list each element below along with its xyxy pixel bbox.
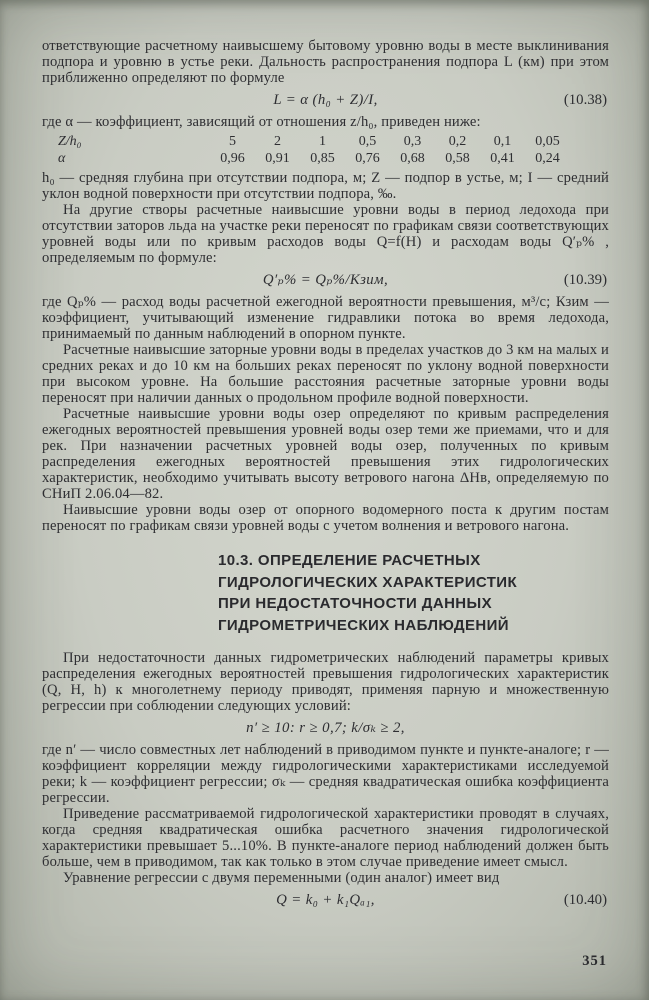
paragraph-qp-definition: где Qₚ% — расход воды расчетной ежегодной вероятности превышения, м³/с; Кзим — коэффициент, учитывающий изменение гидравлики потока во время ледохода, принимаемый по данным наблюдений в опорном пункте. (42, 294, 609, 342)
table-cell: 2 (274, 134, 281, 149)
paragraph-regression-equation: Уравнение регрессии с двумя переменными (один аналог) имеет вид (63, 870, 500, 886)
table-row-zh0 (42, 134, 609, 151)
formula-10-38-expression: L = α (h₀ + Z)/I, (273, 92, 378, 108)
conditions-expression: n′ ≥ 10: r ≥ 0,7; k/σₖ ≥ 2, (246, 720, 405, 736)
heading-line-3: ПРИ НЕДОСТАТОЧНОСТИ ДАННЫХ (218, 595, 493, 612)
table-cell: 0,24 (535, 150, 560, 166)
table-cell: 0,85 (310, 150, 335, 166)
table-cell: 0,96 (220, 150, 245, 166)
heading-line-2: ГИДРОЛОГИЧЕСКИХ ХАРАКТЕРИСТИК (218, 573, 518, 591)
formula-10-39 (42, 272, 609, 289)
page-number: 351 (582, 953, 607, 969)
alpha-coefficient-table (42, 134, 609, 167)
table-cell: 0,05 (535, 134, 560, 149)
table-cell: 0,76 (355, 150, 380, 166)
paragraph-backwater-intro: ответствующие расчетному наивысшему бытовому уровню воды в месте выклинивания подпора и уровню в устье реки. Дальность распространения подпора L (км) при этом приближенно определяют по формуле (42, 38, 609, 86)
formula-regression-conditions (42, 720, 609, 737)
heading-line-1: 10.3. ОПРЕДЕЛЕНИЕ РАСЧЕТНЫХ (218, 552, 481, 569)
paragraph-insufficient-data: При недостаточности данных гидрометрических наблюдений параметры кривых распределения ежегодных вероятностей превышения гидрологических характеристик (Q, H, h) к многолетнему периоду приводят, применяя парную и множественную регрессии при соблюдении следующих условий: (42, 650, 609, 714)
heading-line-4: ГИДРОМЕТРИЧЕСКИХ НАБЛЮДЕНИЙ (218, 616, 509, 634)
equation-number-10-38: (10.38) (563, 92, 607, 108)
paragraph-lake-levels: Расчетные наивысшие уровни воды озер определяют по кривым распределения ежегодных вероятностей превышения уровней воды озер теми же приемами, что и для рек. При назначении расчетных уровней воды озер, полученных по кривым распределения ежегодных вероятностей превышения этих гидрологических характеристик, необходимо учитывать высоту ветрового нагона ΔHв, определяемую по СНиП 2.06.04—82. (42, 406, 609, 502)
paragraph-ice-jam-levels: Расчетные наивысшие заторные уровни воды в пределах участков до 3 км на малых и средних реках и до 10 км на больших реках переносят по уклону водной поверхности при высоком уровне. На большие расстояния расчетные заторные уровни воды переносят при наличии данных о продольном профиле водной поверхности. (42, 342, 609, 406)
paragraph-n-definition: где n′ — число совместных лет наблюдений в приводимом пункте и пункте-аналоге; r — коэффициент корреляции между гидрологическими характеристиками исследуемой реки; k — коэффициент регрессии; σₖ — средняя квадратическая ошибка коэффициента регрессии. (42, 742, 609, 806)
table-cell: 1 (319, 134, 326, 149)
table-cell: 0,2 (448, 134, 467, 149)
formula-10-39-expression: Q′ₚ% = Qₚ%/Кзим, (262, 272, 389, 288)
paragraph-adjustment: Приведение рассматриваемой гидрологической характеристики проводят в случаях, когда средняя квадратическая ошибка расчетного значения гидрологической характеристики превышает 5...10%. В пункте-аналоге период наблюдений должен быть больше, чем в приводимом, так как только в этом случае приведение имеет смысл. (42, 806, 609, 870)
section-heading-10-3 (42, 550, 609, 636)
equation-number-10-39: (10.39) (563, 272, 607, 288)
table-cell: 0,3 (403, 134, 422, 149)
table-row-alpha (42, 151, 609, 168)
table-cell: 0,41 (490, 150, 515, 166)
formula-10-40 (42, 892, 609, 909)
formula-10-38 (42, 92, 609, 109)
paragraph-alpha-definition: где α — коэффициент, зависящий от отношения z/h₀, приведен ниже: (42, 114, 481, 130)
table-cell: 0,58 (445, 150, 470, 166)
table-cell: 0,68 (400, 150, 425, 166)
table-cell: 0,5 (358, 134, 377, 149)
table-row-label: Z/h₀ (58, 134, 82, 149)
table-cell: 5 (229, 134, 236, 149)
table-cell: 0,91 (265, 150, 290, 166)
table-row-label: α (58, 150, 66, 166)
equation-number-10-40: (10.40) (563, 892, 607, 908)
paragraph-h0-definition: h₀ — средняя глубина при отсутствии подпора, м; Z — подпор в устье, м; I — средний уклон водной поверхности при отсутствии подпора, ‰. (42, 170, 609, 202)
formula-10-40-expression: Q = k₀ + k₁Qₐ₁, (276, 892, 375, 908)
paragraph-lake-level-transfer: Наивысшие уровни воды озер от опорного водомерного поста к другим постам переносят по графикам связи уровней воды с учетом волнения и ветрового нагона. (42, 502, 609, 534)
table-cell: 0,1 (493, 134, 512, 149)
paragraph-gauging-sites: На другие створы расчетные наивысшие уровни воды в период ледохода при отсутствии заторов льда на участке реки переносят по графикам связи соответствующих уровней воды или по кривым расходов воды Q=f(H) и расходам воды Q′ₚ% , определяемым по формуле: (42, 202, 609, 266)
